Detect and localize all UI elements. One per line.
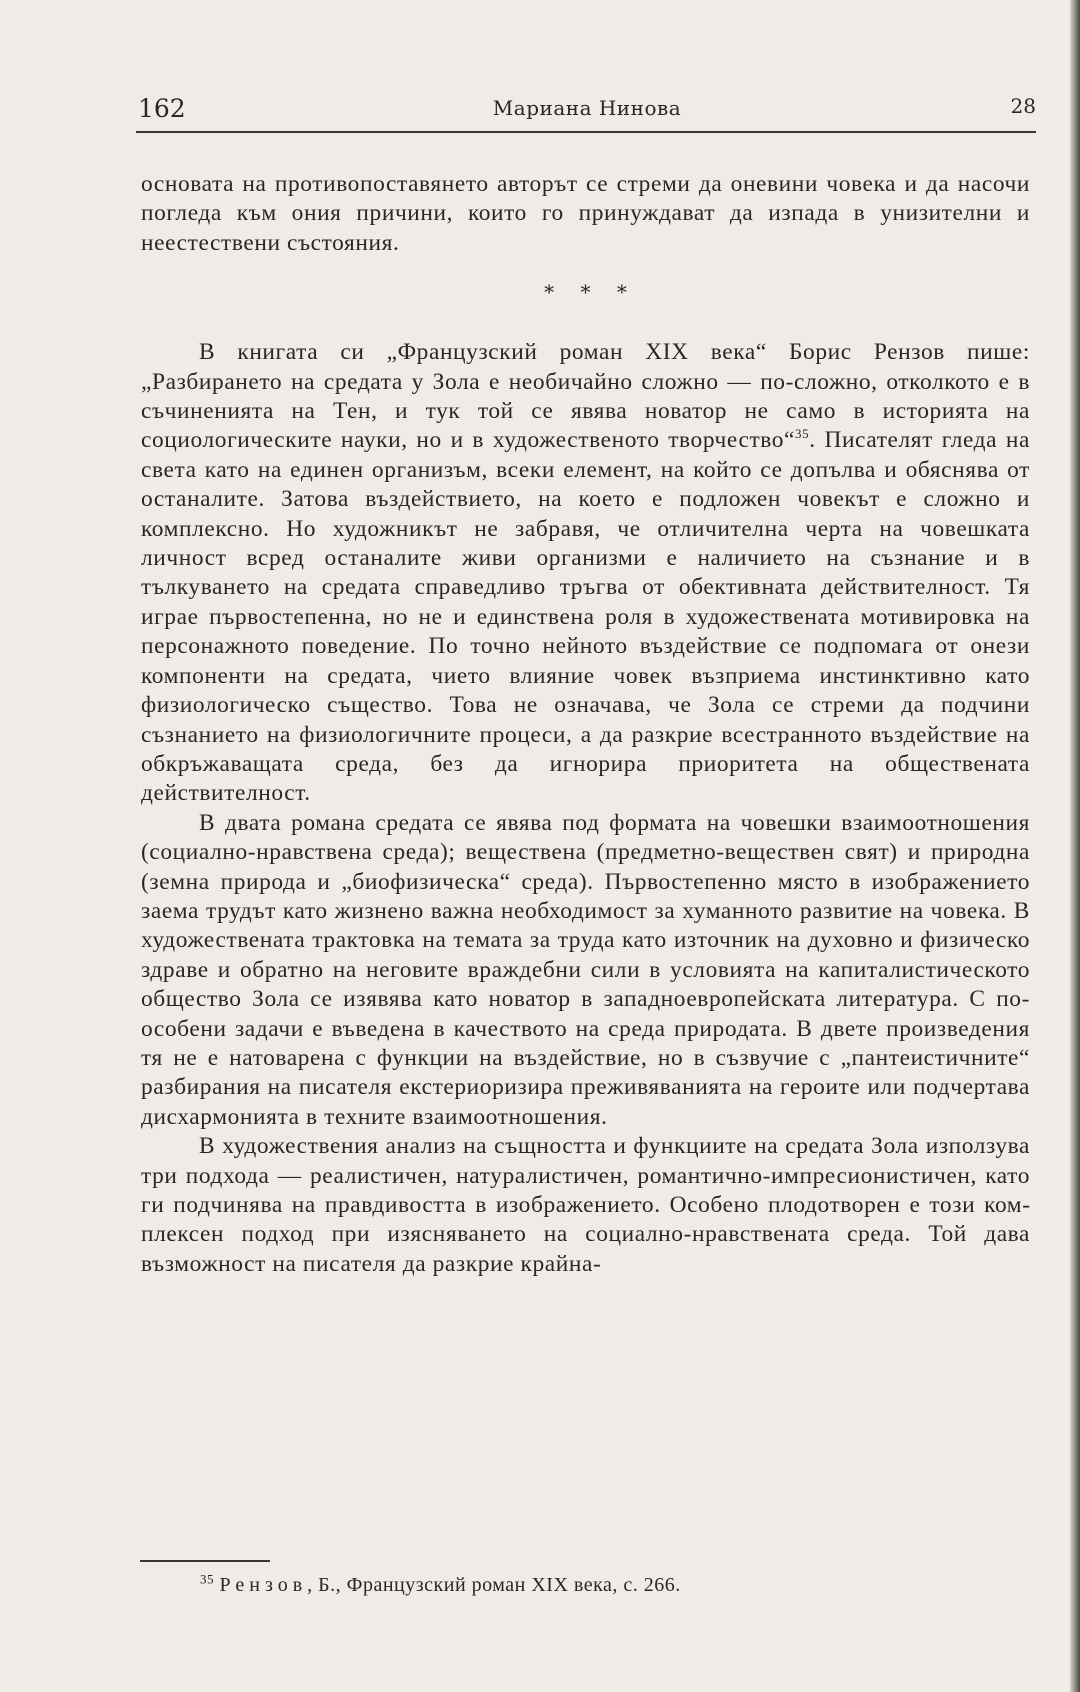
running-header xyxy=(138,90,1036,128)
section-separator: * * * xyxy=(544,280,637,305)
paragraph-1: основата на противопоставянето авторът се стреми да оневини човека и да насочи погледа към ония причини, които го принуждават да изпада в унизителни и неестествени състояния. xyxy=(141,171,1030,256)
page-edge-shadow xyxy=(1070,0,1080,1692)
paragraph-4: В художествения анализ на същността и функциите на средата Зола използува три подхода — реалистичен, натуралистичен, романтично-импресионистичен, като ги подчинява на правдивостта в изображението. Особено плодотворен е този комплексен подход при изясняването на социално-нравствената среда. Той дава възможност на писателя да разкрие крайна- xyxy=(141,1133,1030,1277)
footnote-number: 35 xyxy=(200,1571,214,1587)
footnote xyxy=(200,1571,1000,1597)
running-head-author: Мариана Нинова xyxy=(492,96,682,120)
paragraph-2 xyxy=(141,338,1030,809)
footnote-reference: 35 xyxy=(795,426,810,442)
footnote-rule xyxy=(140,1560,270,1562)
header-rule xyxy=(136,131,1036,133)
page-number: 162 xyxy=(138,94,186,123)
footnote-citation: , Б., Французский роман XIX века, с. 266. xyxy=(307,1574,681,1596)
paragraph-2-text-a: В книгата си „Французский роман XIX века“ Борис Рензов пише: „Разбирането на средата у Зола е необичайно сложно — по-сложно, отколкото е в съчиненията на Тен, и тук той се явява новатор не само в историята на социологическите науки, но и в художественото творчество“ xyxy=(141,339,1030,454)
footnote-author: Рензов xyxy=(219,1574,308,1596)
main-text xyxy=(141,170,1030,1279)
issue-number: 28 xyxy=(1010,94,1036,118)
paragraph-3: В двата романа средата се явява под формата на човешки взаимоотношения (социално-нравствена среда); веществена (предметно-веществен свят) и природна (земна природа и „биофизическа“ среда). Първостепенно място в изображението заема трудът като жизнено важна необходимост за хуманното развитие на човека. В художествената трактовка на темата за труда като източник на духовно и физическо здраве и обратно на неговите враждебни сили в условията на капиталистическото общество Зола се изявява като новатор в западноевропейската литература. С по-особени задачи е въведена в качеството на среда природата. В двете произведения тя не е натоварена с функции на въздействие, но в съзвучие с „пантеистичните“ разбирания на писателя екстериоризира преживяванията на героите или подчертава дисхармонията в техните взаимоотношения. xyxy=(141,809,1030,1130)
paragraph-2-text-b: . Писателят гледа на света като на единен организъм, всеки елемент, на който се допълва и обяснява от останалите. Затова въздействието, на което е подложен човекът е сложно и комплексно. Но художникът не забравя, че отличителна черта на човешката личност всред останалите живи организми е наличието на съзнание и в тълкуването на средата справедливо тръгва от обективната действителност. Тя играе първостепенна, но не и единствена роля в художествената мотивировка на персонажното поведение. По точно нейното въздействие се подпомага от онези компоненти на средата, чието влияние човек възприема инстинктивно като физиологическо същество. Това не означава, че Зола се стреми да подчини съзнанието на физиологичните процеси, а да разкрие всестранното въздействие на обкръжаващата среда, без да игнорира приоритета на обществената действителност. xyxy=(141,427,1030,807)
